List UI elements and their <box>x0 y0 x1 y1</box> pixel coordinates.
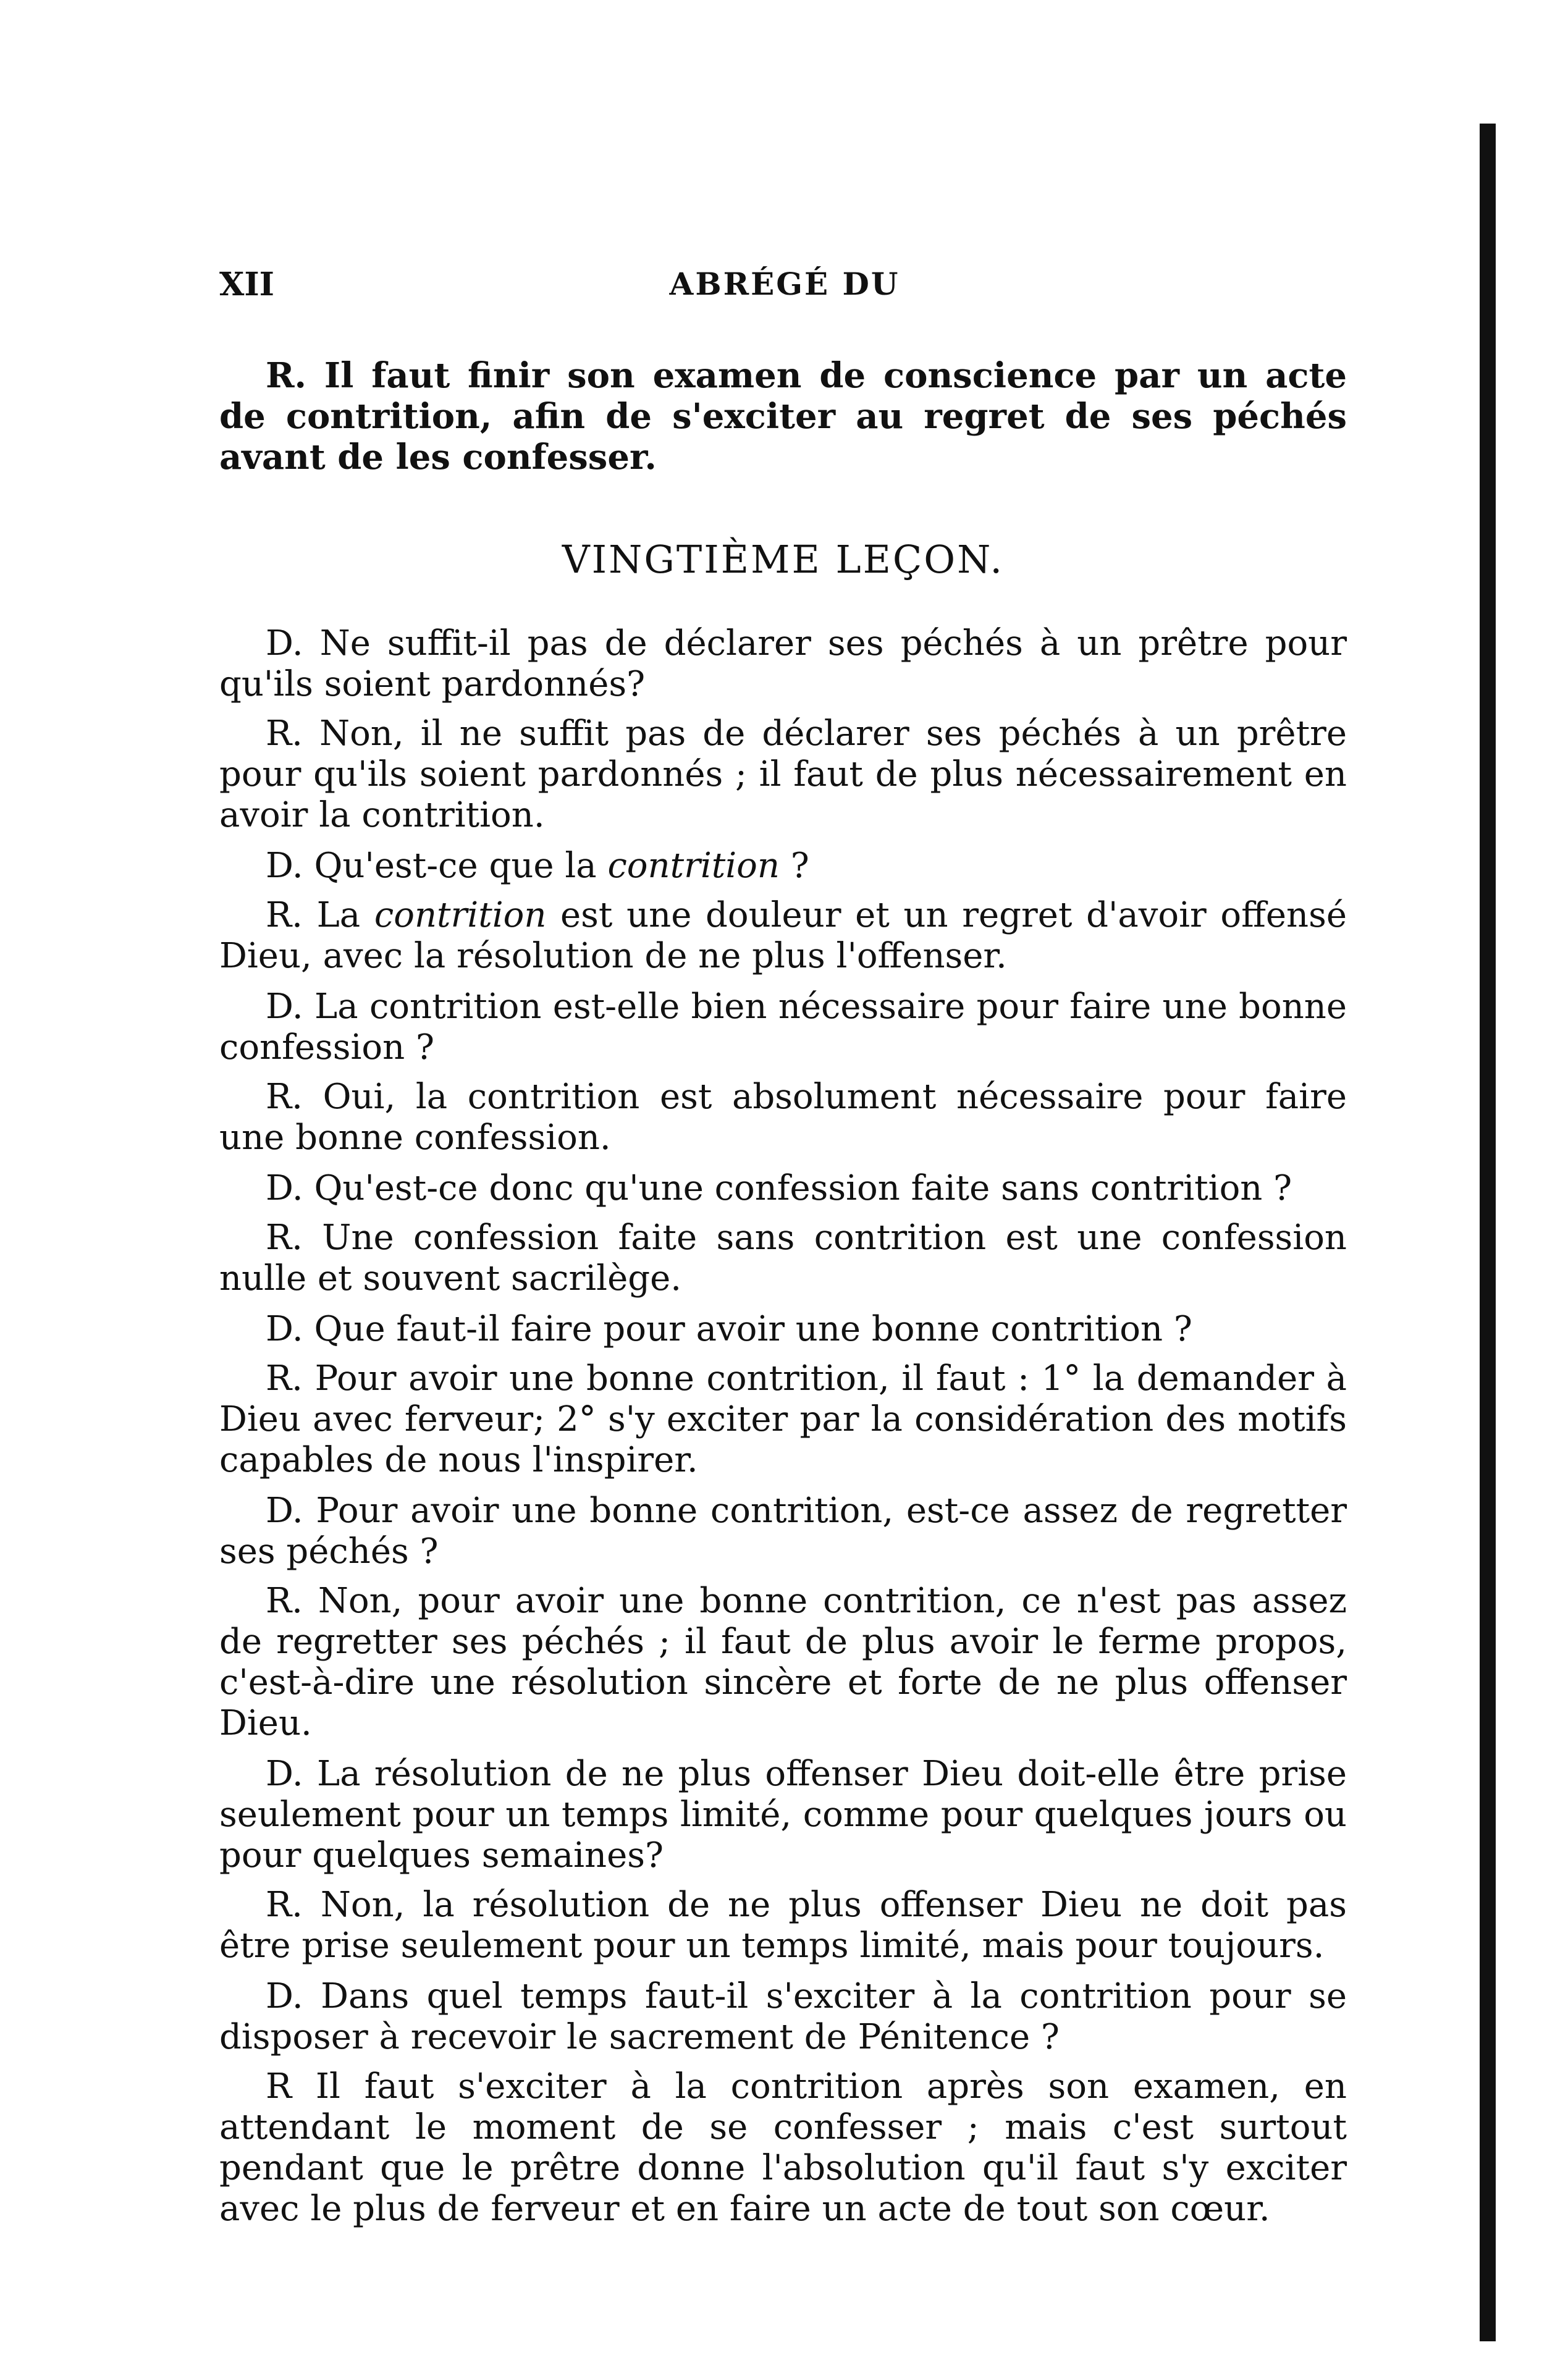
question-text-end: ? <box>779 846 809 886</box>
answer-text-end: est une douleur et un regret d'avoir offensé Dieu, avec la résolution de ne plus l'offenser. <box>219 895 1347 976</box>
answer: R. Une confession faite sans contrition est une confession nulle et souvent sacrilège. <box>219 1218 1347 1299</box>
lesson-title: VINGTIÈME LEÇON. <box>562 537 1005 582</box>
running-head: ABRÉGÉ DU <box>669 266 900 302</box>
answer: R. Oui, la contrition est absolument nécessaire pour faire une bonne confession. <box>219 1077 1347 1158</box>
qa-item <box>219 623 1347 836</box>
qa-item <box>219 987 1347 1158</box>
qa-item <box>219 846 1347 977</box>
question <box>219 846 1347 886</box>
qa-item <box>219 1168 1347 1299</box>
question-text: D. Qu'est-ce que la <box>266 846 608 886</box>
qa-item <box>219 1491 1347 1744</box>
question: D. Qu'est-ce donc qu'une confession faite sans contrition ? <box>266 1168 1292 1208</box>
answer: R. Non, il ne suffit pas de déclarer ses péchés à un prêtre pour qu'ils soient pardonnés ; il faut de plus nécessairement en avoir la contrition. <box>219 714 1347 835</box>
page-edge-shadow <box>1480 124 1496 2341</box>
qa-item <box>219 1754 1347 1966</box>
question: D. Pour avoir une bonne contrition, est-ce assez de regretter ses péchés ? <box>219 1491 1347 1572</box>
question: D. La contrition est-elle bien nécessaire pour faire une bonne confession ? <box>219 987 1347 1067</box>
qa-item <box>219 1976 1347 2230</box>
question: D. La résolution de ne plus offenser Dieu doit-elle être prise seulement pour un temps limité, comme pour quelques jours ou pour quelques semaines? <box>219 1754 1347 1876</box>
qa-item <box>219 1309 1347 1481</box>
answer-text: R. La <box>266 895 374 935</box>
page-number: XII <box>219 266 274 303</box>
answer: R. Non, pour avoir une bonne contrition, ce n'est pas assez de regretter ses péchés ; il faut de plus avoir le ferme propos, c'est-à-dire une résolution sincère et forte de ne plus offenser Dieu. <box>219 1581 1347 1743</box>
answer: R. Non, la résolution de ne plus offenser Dieu ne doit pas être prise seulement pour un temps limité, mais pour toujours. <box>219 1885 1347 1966</box>
page-header <box>219 266 1350 315</box>
answer <box>219 895 1347 977</box>
answer-emphasis: contrition <box>374 895 547 935</box>
text-body <box>219 355 1347 2239</box>
question: D. Dans quel temps faut-il s'exciter à la contrition pour se disposer à recevoir le sacrement de Pénitence ? <box>219 1976 1347 2057</box>
answer: R Il faut s'exciter à la contrition après son examen, en attendant le moment de se confesser ; mais c'est surtout pendant que le prêtre donne l'absolution qu'il faut s'y exciter avec le plus de ferveur et en faire un acte de tout son cœur. <box>219 2066 1347 2229</box>
question: D. Ne suffit-il pas de déclarer ses péchés à un prêtre pour qu'ils soient pardonnés? <box>219 623 1347 704</box>
question-emphasis: contrition <box>607 846 780 886</box>
intro-paragraph: R. Il faut finir son examen de conscience par un acte de contrition, afin de s'exciter au regret de ses péchés avant de les confesser. <box>219 355 1347 478</box>
question: D. Que faut-il faire pour avoir une bonne contrition ? <box>266 1309 1192 1349</box>
answer: R. Pour avoir une bonne contrition, il faut : 1° la demander à Dieu avec ferveur; 2° s'y exciter par la considération des motifs capables de nous l'inspirer. <box>219 1358 1347 1480</box>
